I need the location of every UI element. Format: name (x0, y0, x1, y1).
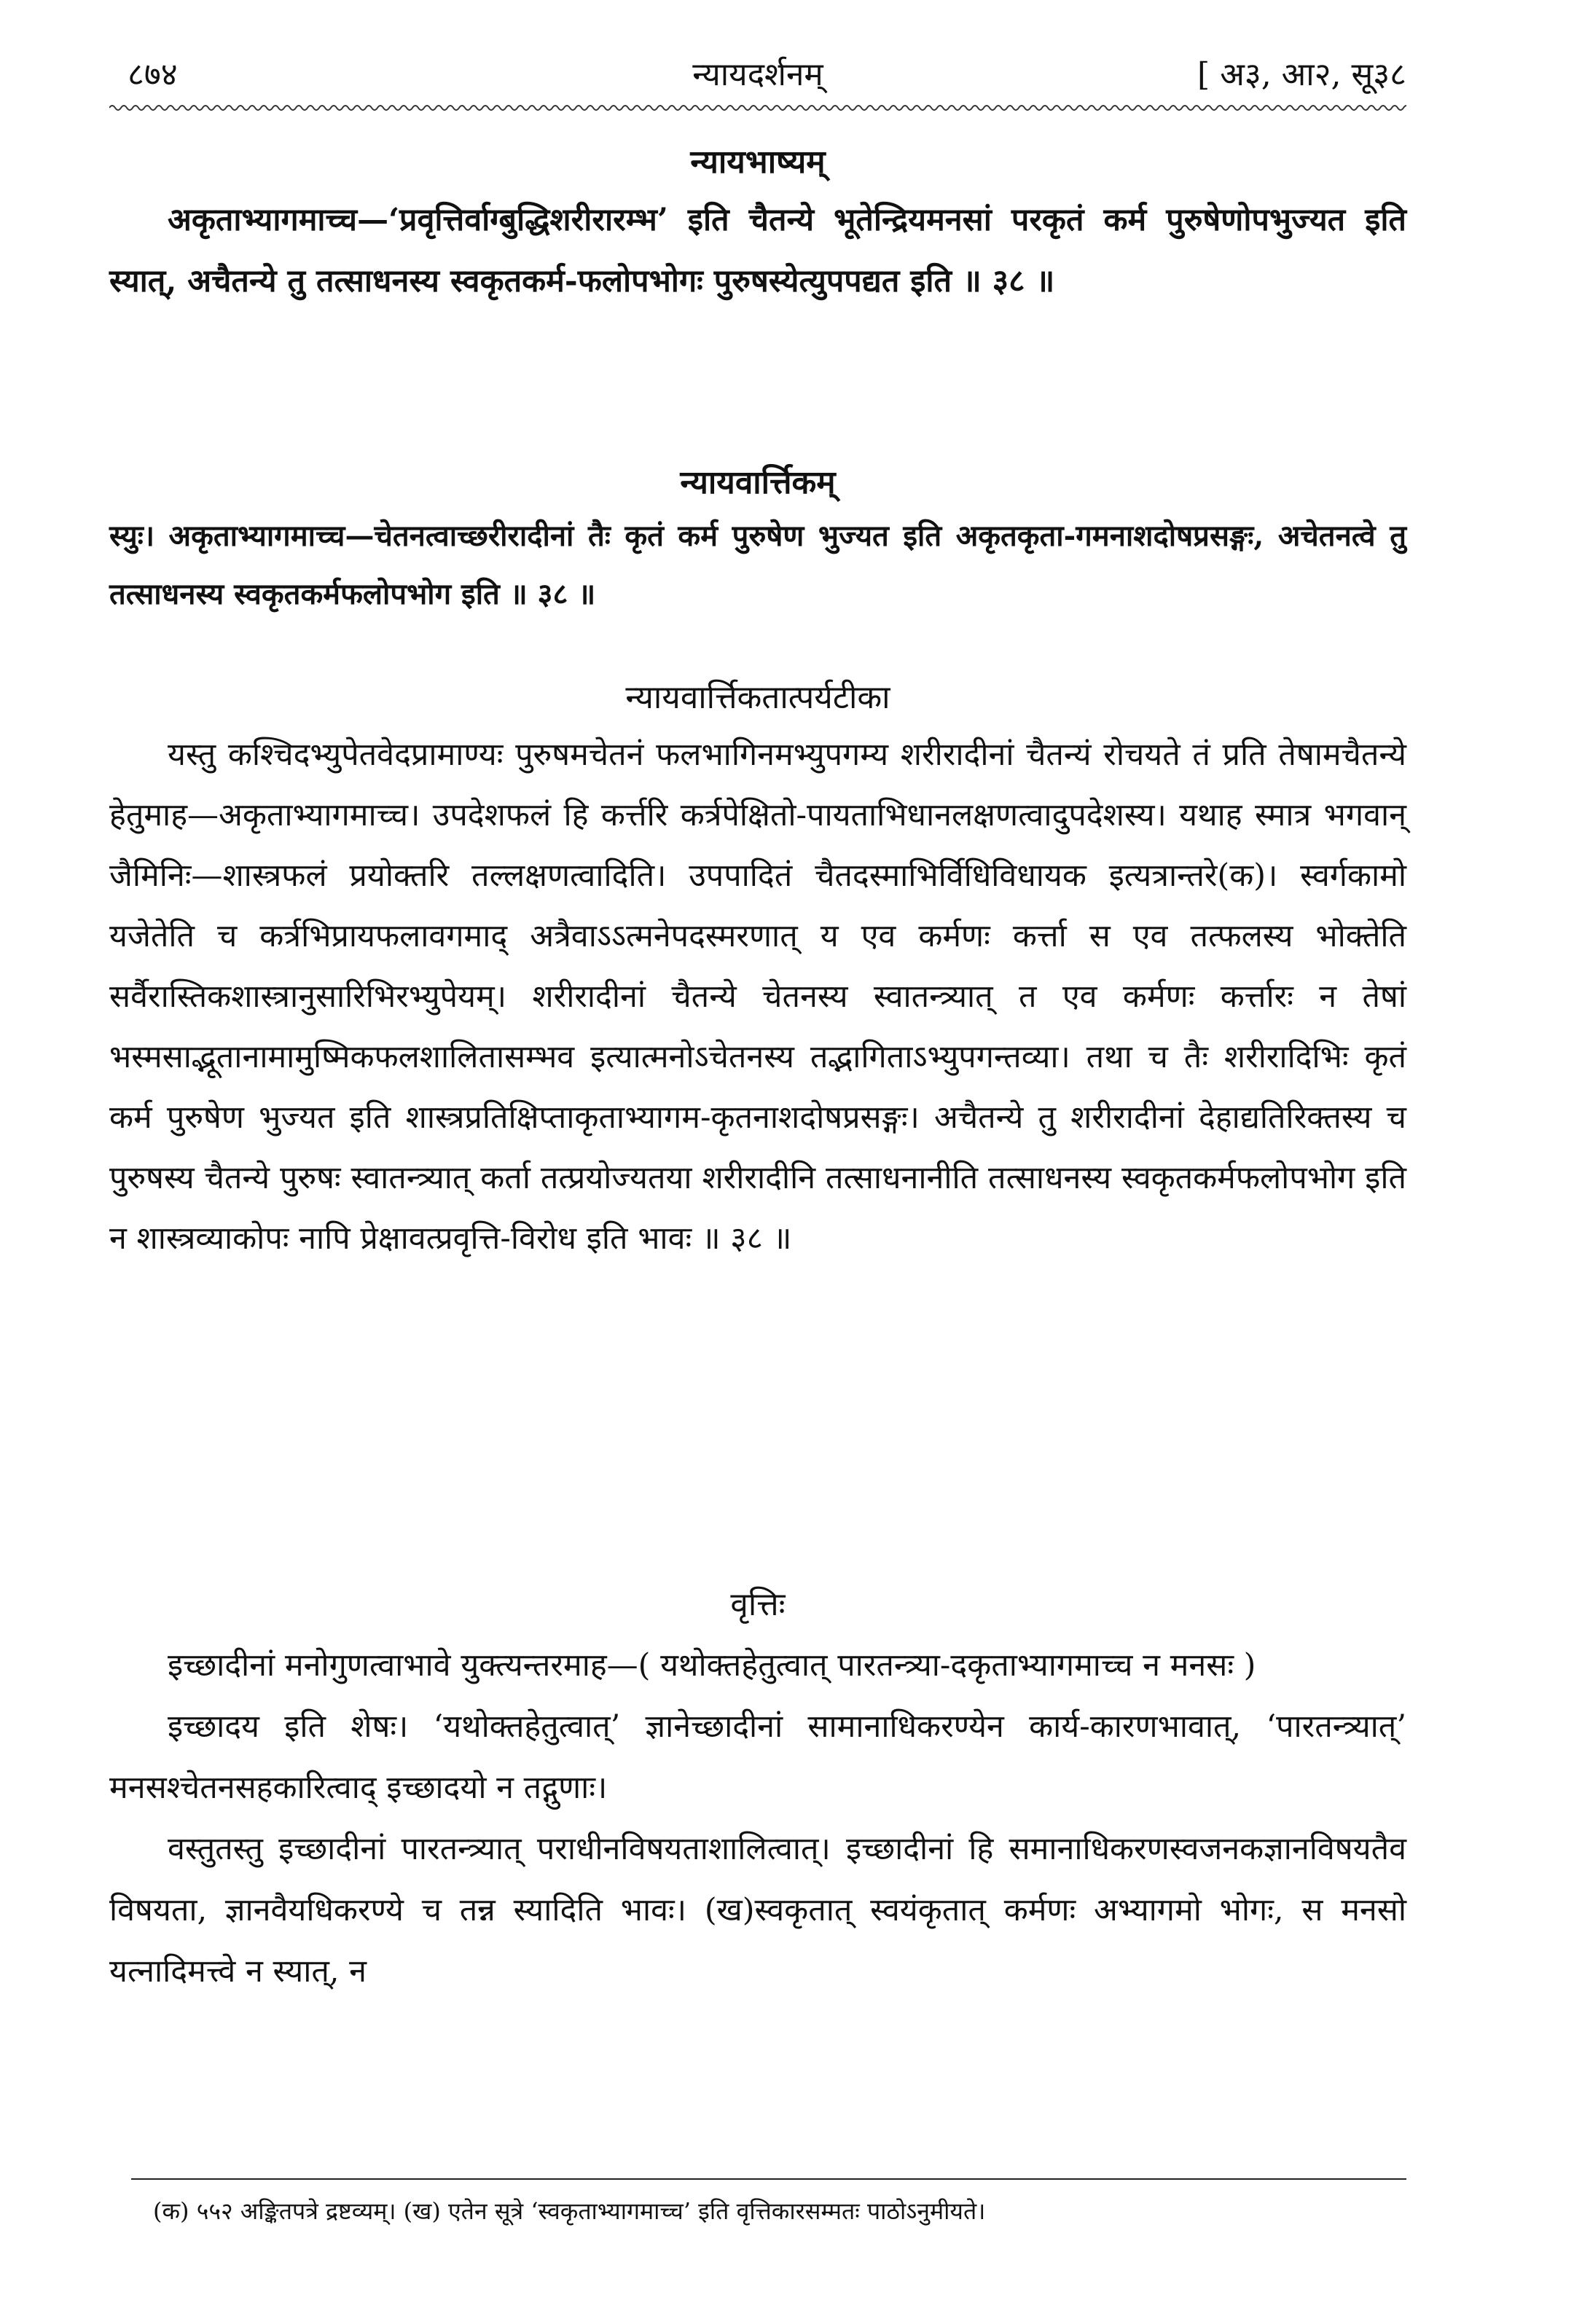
vritti-title: वृत्तिः (730, 1586, 786, 1623)
vritti-para-2: इच्छादय इति शेषः। ‘यथोक्तहेतुत्वात्’ ज्ञानेच्छादीनां सामानाधिकरण्येन कार्य-कारणभावात्, ‘पारतन्त्र्यात्’ मनसश्चेतनसहकारित्वाद् इच्छादयो न तद्गुणाः। (109, 1708, 1406, 1806)
vritti-para-1: इच्छादीनां मनोगुणत्वाभावे युक्त्यन्तरमाह—( यथोक्तहेतुत्वात् पारतन्त्र्या-दकृताभ्यागमाच्च न मनसः ) (168, 1647, 1256, 1684)
page-number: ८७४ (128, 56, 178, 93)
bhashya-title: न्यायभाष्यम् (690, 144, 826, 181)
tika-section (109, 674, 1406, 1269)
vartika-text: स्युः। अकृताभ्यागमाच्च—चेतनत्वाच्छरीरादीनां तैः कृतं कर्म पुरुषेण भुज्यत इति अकृतकृता-गमनाशदोषप्रसङ्गः, अचेतनत्वे तु तत्साधनस्य स्वकृतकर्मफलोपभोग इति ॥ ३८ ॥ (109, 519, 1406, 611)
page (109, 29, 1406, 2295)
page-header (109, 51, 1406, 102)
tika-title: न्यायवार्त्तिकतात्पर्यटीका (625, 679, 890, 716)
vritti-section (109, 1581, 1406, 2002)
header-wavy-rule (109, 102, 1406, 114)
section-reference: [ अ३, आ२, सू३८ (1197, 56, 1406, 93)
vartika-title: न्यायवार्त्तिकम् (680, 464, 836, 501)
bhashya-text: अकृताभ्यागमाच्च—‘प्रवृत्तिर्वाग्बुद्धिशरीरारम्भ’ इति चैतन्ये भूतेन्द्रियमनसां परकृतं कर्म पुरुषेणोपभुज्यत इति स्यात्, अचैतन्ये तु तत्साधनस्य स्वकृतकर्म-फलोपभोगः पुरुषस्येत्युपपद्यत इति ॥ ३८ ॥ (109, 202, 1406, 299)
footnote-rule (131, 2178, 1406, 2180)
bhashya-section (109, 138, 1406, 312)
running-title: न्यायदर्शनम् (692, 56, 823, 93)
vritti-para-3: वस्तुतस्तु इच्छादीनां पारतन्त्र्यात् पराधीनविषयताशालित्वात्। इच्छादीनां हि समानाधिकरणस्वजनकज्ञानविषयतैव विषयता, ज्ञानवैयधिकरण्ये च तन्न स्यादिति भावः। (ख)स्वकृतात् स्वयंकृतात् कर्मणः अभ्यागमो भोगः, स मनसो यत्नादिमत्त्वे न स्यात्, न (109, 1831, 1406, 1990)
vartika-section (109, 459, 1406, 624)
footnote: (क) ५५२ अङ्कितपत्रे द्रष्टव्यम्। (ख) एतेन सूत्रे ‘स्वकृताभ्यागमाच्च’ इति वृत्तिकारसम्मतः पाठोऽनुमीयते। (153, 2197, 986, 2225)
tika-text: यस्तु कश्चिदभ्युपेतवेदप्रामाण्यः पुरुषमचेतनं फलभागिनमभ्युपगम्य शरीरादीनां चैतन्यं रोचयते तं प्रति तेषामचैतन्ये हेतुमाह—अकृताभ्यागमाच्च। उपदेशफलं हि कर्त्तरि कर्त्रपेक्षितो-पायताभिधानलक्षणत्वादुपदेशस्य। यथाह स्मात्र भगवान् जैमिनिः—शास्त्रफलं प्रयोक्तरि तल्लक्षणत्वादिति। उपपादितं चैतदस्माभिर्विधिविधायक इत्यत्रान्तरे(क)। स्वर्गकामो यजेतेति च कर्त्रभिप्रायफलावगमाद् अत्रैवाऽऽत्मनेपदस्मरणात् य एव कर्मणः कर्त्ता स एव तत्फलस्य भोक्तेति सर्वैरास्तिकशास्त्रानुसारिभिरभ्युपेयम्। शरीरादीनां चैतन्ये चेतनस्य स्वातन्त्र्यात् त एव कर्मणः कर्त्तारः न तेषां भस्मसाद्भूतानामामुष्मिकफलशालितासम्भव इत्यात्मनोऽचेतनस्य तद्भागिताऽभ्युपगन्तव्या। तथा च तैः शरीरादिभिः कृतं कर्म पुरुषेण भुज्यत इति शास्त्रप्रतिक्षिप्ताकृताभ्यागम-कृतनाशदोषप्रसङ्गः। अचैतन्ये तु शरीरादीनां देहाद्यतिरिक्तस्य च पुरुषस्य चैतन्ये पुरुषः स्वातन्त्र्यात् कर्ता तत्प्रयोज्यतया शरीरादीनि तत्साधनानीति तत्साधनस्य स्वकृतकर्मफलोपभोग इति न शास्त्रव्याकोपः नापि प्रेक्षावत्प्रवृत्ति-विरोध इति भावः ॥ ३८ ॥ (109, 737, 1406, 1257)
